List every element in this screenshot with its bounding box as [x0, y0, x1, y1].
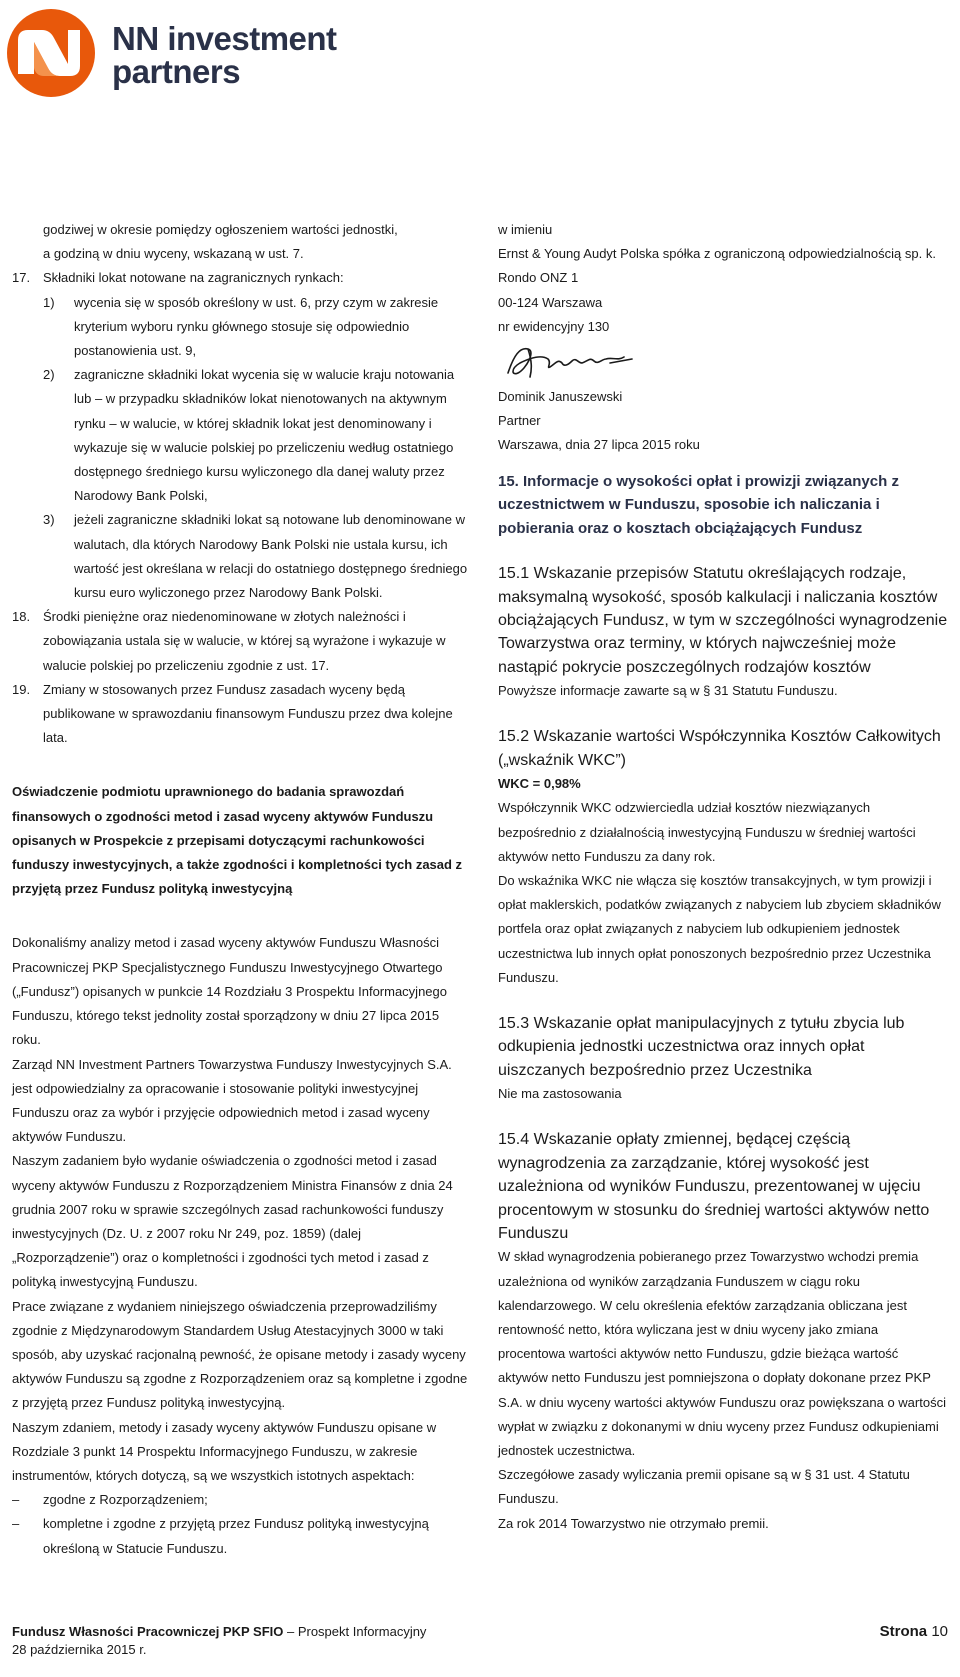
page-num: 10 — [931, 1623, 948, 1640]
list-item-17-1: 1) wycenia się w sposób określony w ust. 6, przy czym w zakresie kryterium wyboru rynku głównego stosuje się odpowiednio postanowienia ust. 9, — [43, 294, 439, 359]
text-line: a godziną w dniu wyceny, wskazaną w ust. 7. — [43, 246, 304, 262]
paragraph: W skład wynagrodzenia pobieranego przez Towarzystwo wchodzi premia uzależniona od wyników zarządzania Funduszem w ciągu roku kalendarzowego. W celu określenia efektów zarządzania obliczana jest rentowność netto, która wyliczana jest w dniu wyceny jako zmiana procentowa wartości aktywów netto Funduszu, gdzie bieżąca wartość aktywów netto Funduszu jest pomniejszona o dopłaty dokonane przez PKP S.A. w dniu wyceny wartości aktywów Funduszu oraz powiększana o wartości wypłat w związku z dokonanymi w dniu wyceny przez Fundusz odkupieniami jednostek uczestnictwa. — [498, 1249, 946, 1459]
footer-date: 28 października 2015 r. — [12, 1642, 147, 1657]
section-15-2-heading: 15.2 Wskazanie wartości Współczynnika Kosztów Całkowitych („wskaźnik WKC”) — [498, 728, 941, 769]
signer-line: Partner — [498, 413, 541, 429]
page-label: Strona — [879, 1623, 928, 1640]
paragraph: Naszym zdaniem, metody i zasady wyceny aktywów Funduszu opisane w Rozdziale 3 punkt 14 Prospektu Informacyjnego Funduszu, w zakresie instrumentów, których dotyczą, są we wszystkich istotnych aspektach: — [12, 1419, 437, 1483]
section-15-3-text: Nie ma zastosowania — [498, 1086, 622, 1102]
list-item-17-2: 2) zagraniczne składniki lokat wycenia się w walucie kraju notowania lub – w przypadku składników lokat nienotowanych na aktywnym rynku – w walucie, w której składnik lokat jest denominowany i wykazuje się w walucie polskiej po przeliczeniu według ostatniego dostępnego średniego kursu wyliczonego dla danej waluty przez Narodowy Bank Polski, — [43, 367, 455, 504]
signer-line: Dominik Januszewski — [498, 389, 623, 405]
section-15-4-heading: 15.4 Wskazanie opłaty zmiennej, będącej częścią wynagrodzenia za zarządzanie, której wysokość jest uzależniona od wyników Funduszu, prezentowanej w ujęciu procentowym w stosunku do średniej wartości aktywów netto Funduszu — [498, 1131, 930, 1243]
left-column — [12, 218, 469, 1561]
paragraph: Zarząd NN Investment Partners Towarzystwa Funduszy Inwestycyjnych S.A. jest odpowiedzialny za opracowanie i stosowanie polityki inwestycyjnej Funduszu oraz za wybór i przyjęcie odpowiednich metod i zasad wyceny aktywów Funduszu. — [12, 1056, 452, 1145]
footer-fund-name: Fundusz Własności Pracowniczej PKP SFIO — [12, 1624, 284, 1639]
list-item-19: 19. Zmiany w stosowanych przez Fundusz zasadach wyceny będą publikowane w sprawozdaniu finansowym Funduszu przez dwa kolejne lata. — [12, 681, 453, 746]
right-column — [498, 218, 948, 1536]
handwritten-signature — [498, 339, 948, 385]
dash-item: – kompletne i zgodne z przyjętą przez Fundusz polityką inwestycyjną określoną w Statucie Funduszu. — [12, 1516, 429, 1556]
list-item-17-3: 3) jeżeli zagraniczne składniki lokat są notowane lub denominowane w walutach, dla których Narodowy Bank Polski nie ustala kursu, ich wartość jest określana w relacji do ostatniego dostępnego średniego kursu euro wyliczonego przez Narodowy Bank Polski. — [43, 512, 468, 601]
paragraph: Do wskaźnika WKC nie włącza się kosztów transakcyjnych, w tym prowizji i opłat maklerskich, podatków związanych z nabyciem lub zbyciem składników portfela oraz opłat związanych z nabyciem lub odkupieniem jednostek uczestnictwa lub innych opłat ponoszonych bezpośrednio przez Uczestnika Funduszu. — [498, 872, 941, 985]
paragraph: Dokonaliśmy analizy metod i zasad wyceny aktywów Funduszu Własności Pracowniczej PKP Specjalistycznego Funduszu Inwestycyjnego Otwartego („Fundusz”) opisanych w punkcie 14 Rozdziału 3 Prospektu Informacyjnego Funduszu, którego tekst jednolity został sporządzony w dniu 27 lipca 2015 roku. — [12, 935, 447, 1048]
section-15-title: 15. Informacje o wysokości opłat i prowizji związanych z uczestnictwem w Funduszu, sposobie ich naliczania i pobierania oraz o kosztach obciążających Fundusz — [498, 472, 899, 537]
nn-logo — [4, 6, 344, 106]
section-15-1-heading: 15.1 Wskazanie przepisów Statutu określających rodzaje, maksymalną wysokość, sposób kalkulacji i naliczania kosztów obciążających Fundusz, w tym w szczególności wynagrodzenie Towarzystwa oraz terminy, w których najwcześniej może nastąpić pokrycie poszczególnych rodzajów kosztów — [498, 565, 948, 676]
footer-doc-line — [12, 1623, 948, 1641]
auditor-line: w imieniu — [498, 222, 553, 237]
section-15-3-heading: 15.3 Wskazanie opłat manipulacyjnych z tytułu zbycia lub odkupienia jednostki uczestnictwa oraz innych opłat uiszczanych bezpośrednio przez Uczestnika — [498, 1015, 905, 1079]
paragraph: Naszym zadaniem było wydanie oświadczenia o zgodności metod i zasad wyceny aktywów Funduszu z Rozporządzeniem Ministra Finansów z dnia 24 grudnia 2007 roku w sprawie szczególnych zasad rachunkowości funduszy inwestycyjnych (Dz. U. z 2007 roku Nr 249, poz. 1859) (dalej „Rozporządzenie”) oraz o kompletności i zgodności tych metod i zasad z polityką inwestycyjną Funduszu. — [12, 1153, 453, 1290]
logo-line1: NN investment — [112, 20, 337, 57]
statement-title: Oświadczenie podmiotu uprawnionego do badania sprawozdań finansowych o zgodności metod i zasad wyceny aktywów Funduszu opisanych w Prospekcie z przepisami dotyczącymi rachunkowości funduszy inwestycyjnych, a także zgodności i kompletności tych zasad z przyjętą przez Fundusz polityką inwestycyjną — [12, 784, 463, 897]
nn-logo-icon — [4, 6, 104, 106]
auditor-line: Rondo ONZ 1 — [498, 270, 579, 286]
footer-doc-type: – Prospekt Informacyjny — [283, 1624, 427, 1639]
list-item-18: 18. Środki pieniężne oraz niedenominowane w złotych należności i zobowiązania ustala się w walucie, w której są wyrażone i wykazuje w walucie polskiej po przeliczeniu zgodnie z ust. 17. — [12, 609, 446, 673]
logo-line2: partners — [112, 53, 241, 90]
paragraph: Szczegółowe zasady wyliczania premii opisane są w § 31 ust. 4 Statutu Funduszu. — [498, 1467, 910, 1507]
list-item-17: 17. Składniki lokat notowane na zagranicznych rynkach: — [12, 270, 344, 286]
section-15-1-text: Powyższe informacje zawarte są w § 31 Statutu Funduszu. — [498, 683, 838, 699]
page-footer — [12, 1623, 948, 1659]
signature-icon — [498, 339, 658, 383]
logo-wordmark — [112, 22, 337, 88]
paragraph: Prace związane z wydaniem niniejszego oświadczenia przeprowadziliśmy zgodnie z Międzynarodowym Standardem Usług Atestacyjnych 3000 w taki sposób, aby uzyskać racjonalną pewność, że opisane metody i zasady wyceny aktywów Funduszu są zgodne z Rozporządzeniem oraz są kompletne i zgodne z przyjętą przez Fundusz polityką inwestycyjną. — [12, 1298, 468, 1411]
auditor-line: 00-124 Warszawa — [498, 294, 603, 310]
paragraph: Za rok 2014 Towarzystwo nie otrzymało premii. — [498, 1515, 769, 1531]
auditor-line: Ernst & Young Audyt Polska spółka z ograniczoną odpowiedzialnością sp. k. — [498, 246, 936, 262]
page-number — [880, 1623, 948, 1641]
paragraph: Współczynnik WKC odzwierciedla udział kosztów niezwiązanych bezpośrednio z działalnością inwestycyjną Funduszu w średniej wartości aktywów netto Funduszu za dany rok. — [498, 800, 916, 864]
auditor-line: nr ewidencyjny 130 — [498, 318, 610, 334]
dash-item: – zgodne z Rozporządzeniem; — [12, 1492, 208, 1508]
text-line: godziwej w okresie pomiędzy ogłoszeniem wartości jednostki, — [43, 222, 398, 237]
wkc-value: WKC = 0,98% — [498, 776, 581, 792]
signer-line: Warszawa, dnia 27 lipca 2015 roku — [498, 437, 700, 453]
